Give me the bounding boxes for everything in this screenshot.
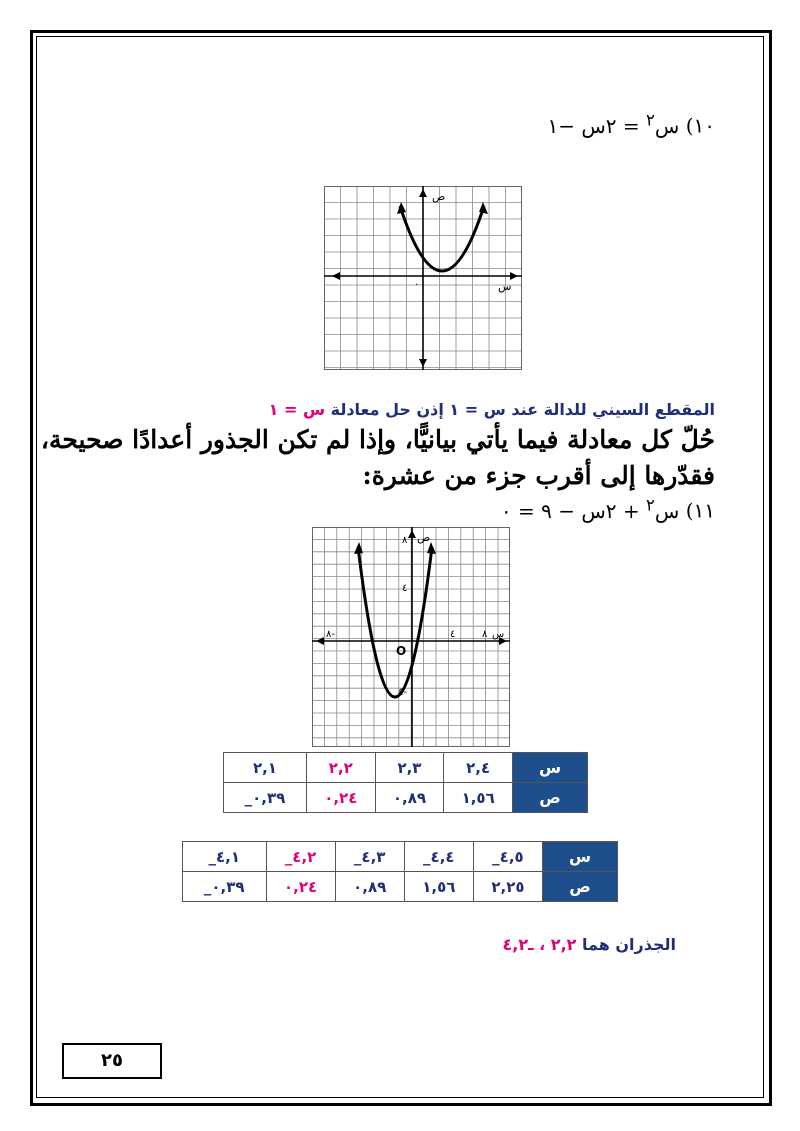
table2-x-cell: ٤,٤_ xyxy=(404,842,473,872)
answer-10-text: المقطع السيني للدالة عند س = ١ إذن حل معادلة xyxy=(330,400,715,419)
problem-10-number: ١٠) xyxy=(685,113,715,138)
table1-x-row xyxy=(224,753,588,783)
answer-10 xyxy=(269,400,715,419)
table1-y-cell: ٠,٨٩ xyxy=(375,783,444,813)
graph2-tick-y-4: ٤ xyxy=(402,583,408,594)
table1-y-cell: ٠,٣٩_ xyxy=(224,783,307,813)
graph1-y-label: ص xyxy=(432,190,446,203)
graph2-y-label: ص xyxy=(417,531,431,544)
table2-y-cell: ٠,٢٤ xyxy=(266,872,335,902)
table2-y-row xyxy=(183,872,618,902)
table1-y-cell: ١,٥٦ xyxy=(444,783,513,813)
table1-x-header: س xyxy=(513,753,588,783)
table2-x-cell: ٤,١_ xyxy=(183,842,267,872)
table1-y-header: ص xyxy=(513,783,588,813)
graph2-x-label: س xyxy=(492,629,505,640)
table2-y-header: ص xyxy=(543,872,618,902)
table2-x-cell: ٤,٢_ xyxy=(266,842,335,872)
graph2-origin: O xyxy=(396,644,407,658)
table1-x-cell: ٢,٣ xyxy=(375,753,444,783)
graph2-tick-y-8: ٨ xyxy=(402,535,408,546)
values-table-2 xyxy=(182,841,618,902)
graph-problem-11 xyxy=(312,527,510,747)
graph1-x-label: س xyxy=(498,280,512,293)
graph2-tick-y-neg4: ٤- xyxy=(398,687,407,698)
table2-y-cell: ٢,٢٥ xyxy=(473,872,542,902)
graph2-tick-x-4: ٤ xyxy=(450,629,456,640)
graph2-tick-x-8: ٨ xyxy=(482,629,488,640)
table2-y-cell: ١,٥٦ xyxy=(404,872,473,902)
table2-y-cell: ٠,٣٩_ xyxy=(183,872,267,902)
problem-10-equation: س$^٢$ = ٢س −١ xyxy=(547,110,680,138)
values-table-1 xyxy=(223,752,588,813)
table1-x-cell: ٢,٤ xyxy=(444,753,513,783)
problem-11-equation: س$^٢$ + ٢س − ٩ = ٠ xyxy=(500,495,680,523)
graph-problem-10 xyxy=(324,186,522,370)
answer-11-text: الجذران هما xyxy=(581,935,676,954)
graph1-origin: ٠ xyxy=(414,279,420,290)
page-number: ٢٥ xyxy=(62,1043,162,1079)
instructions-line-2: فقدّرها إلى أقرب جزء من عشرة: xyxy=(362,461,715,490)
table2-y-cell: ٠,٨٩ xyxy=(335,872,404,902)
answer-11 xyxy=(503,935,677,954)
table1-x-cell: ٢,١ xyxy=(224,753,307,783)
answer-11-highlight: ٢,٢ ، ـ٤,٢ xyxy=(502,935,577,954)
problem-11 xyxy=(501,495,715,523)
problem-10 xyxy=(547,110,715,138)
parabola-curve-2 xyxy=(358,547,432,697)
parabola-curve-1 xyxy=(400,206,484,271)
table1-y-row xyxy=(224,783,588,813)
table2-x-header: س xyxy=(543,842,618,872)
table1-x-cell: ٢,٢ xyxy=(306,753,375,783)
table1-y-cell: ٠,٢٤ xyxy=(306,783,375,813)
graph2-tick-x-neg8: ٨- xyxy=(326,629,335,640)
table2-x-cell: ٤,٣_ xyxy=(335,842,404,872)
table2-x-row xyxy=(183,842,618,872)
answer-10-highlight: س = ١ xyxy=(268,400,326,419)
table2-x-cell: ٤,٥_ xyxy=(473,842,542,872)
instructions-line-1: حُلّ كل معادلة فيما يأتي بيانيًّا، وإذا لم تكن الجذور أعدادًا صحيحة، xyxy=(40,425,715,454)
problem-11-number: ١١) xyxy=(685,498,715,523)
